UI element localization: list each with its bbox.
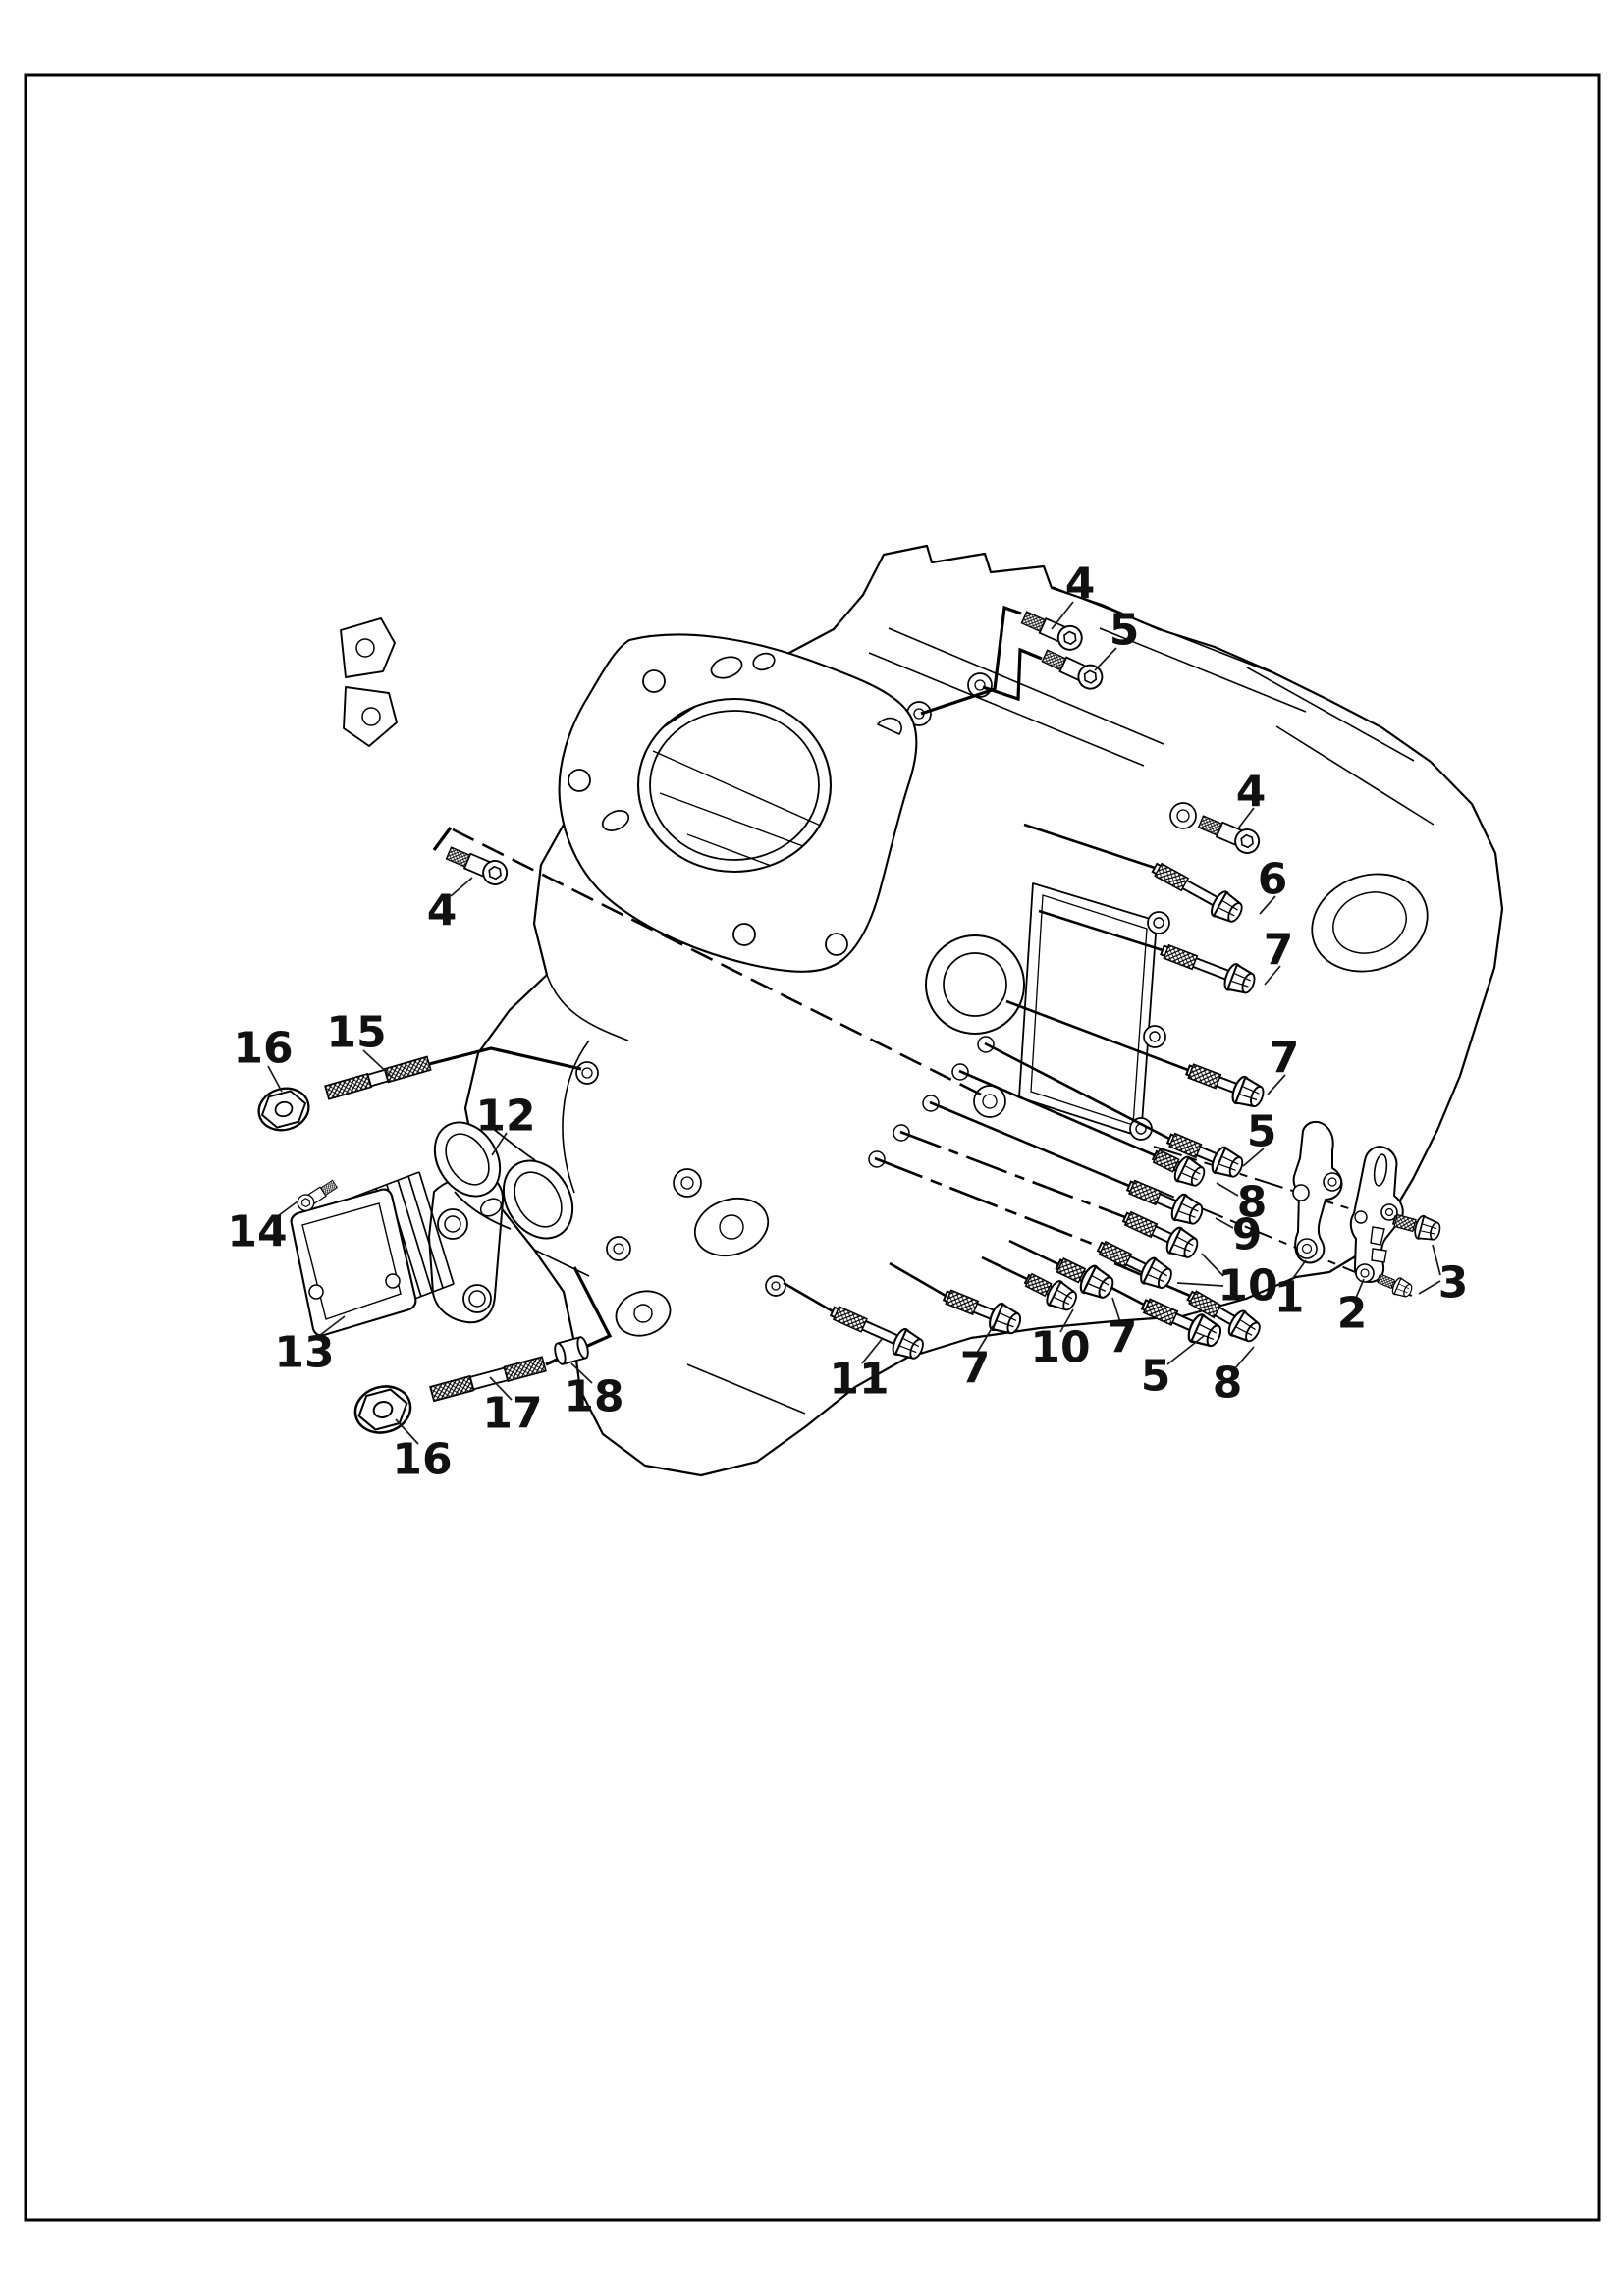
part-label-3: 3	[1437, 1257, 1469, 1308]
part-label-6-right: 6	[1257, 854, 1288, 905]
left-lugs	[341, 618, 397, 746]
leader-line-3-2	[1419, 1281, 1440, 1294]
part-label-10-right: 10	[1218, 1260, 1278, 1311]
part-label-5-top: 5	[1109, 605, 1140, 656]
part-label-17: 17	[482, 1388, 543, 1439]
part-label-18: 18	[564, 1371, 624, 1422]
crankcase-drawing	[341, 546, 1502, 1475]
part-label-10-bottom: 10	[1030, 1322, 1091, 1373]
part-label-1: 1	[1273, 1272, 1305, 1323]
part-label-11: 11	[829, 1354, 890, 1405]
part-label-7-right-2: 7	[1269, 1033, 1300, 1084]
part-label-8-right: 8	[1236, 1177, 1268, 1228]
part-label-16-bottom: 16	[392, 1434, 453, 1485]
leader-line-5-bottom	[1167, 1336, 1204, 1364]
part-label-4-right: 4	[1235, 767, 1267, 818]
part-label-16-top: 16	[233, 1023, 294, 1074]
part-label-7-bottom-1: 7	[959, 1343, 991, 1394]
part-label-12: 12	[475, 1091, 536, 1142]
part-label-7-right-1: 7	[1263, 925, 1294, 976]
part-label-4-left: 4	[426, 885, 458, 936]
part-label-4-top: 4	[1064, 559, 1096, 610]
part-label-5-right: 5	[1246, 1106, 1277, 1157]
part-label-9-right: 9	[1231, 1209, 1263, 1260]
part-label-2: 2	[1336, 1288, 1368, 1339]
bolt-3-b	[1376, 1270, 1415, 1300]
part-label-15: 15	[326, 1007, 387, 1058]
part-label-8-bottom: 8	[1212, 1358, 1243, 1409]
part-label-7-bottom-2: 7	[1107, 1312, 1138, 1363]
nut-16-top	[254, 1083, 313, 1136]
bolt-4-left	[444, 842, 511, 888]
part-label-13: 13	[274, 1327, 335, 1378]
part-label-14: 14	[227, 1206, 288, 1257]
part-label-5-bottom: 5	[1140, 1351, 1171, 1402]
